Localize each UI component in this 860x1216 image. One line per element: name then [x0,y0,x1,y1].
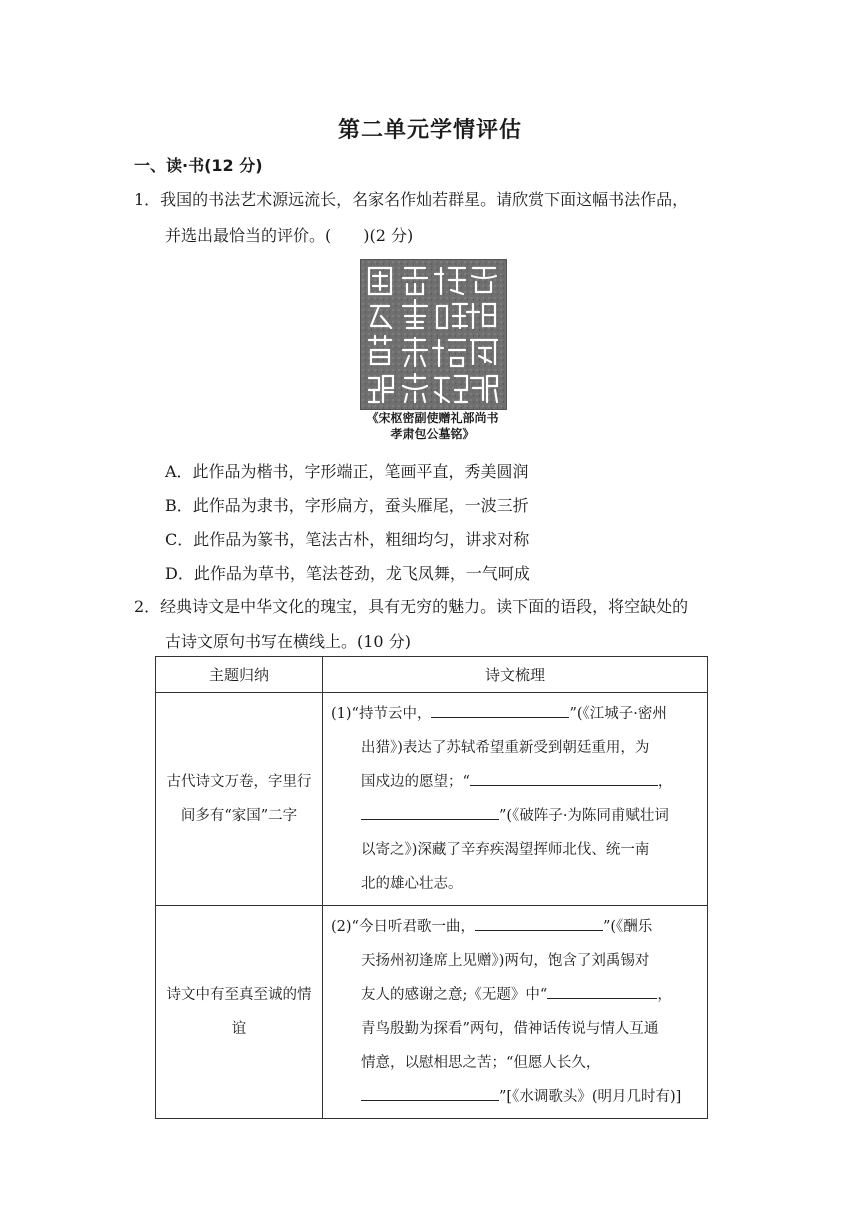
caption-line-2: 孝肃包公墓铭》 [390,427,475,441]
poem-2-line-5: 情意，以慰相思之苦；“但愿人长久， [361,1055,601,1071]
poem-2-line-2: 天扬州初逢席上见赠》)两句，饱含了刘禹锡对 [361,953,650,969]
option-b: B．此作品为隶书，字形扁方，蚕头雁尾，一波三折 [165,496,529,515]
question-2-line-2: 古诗文原句书写在横线上。(10 分) [165,632,411,651]
answer-blank[interactable] [361,1084,499,1101]
answer-blank[interactable] [470,769,658,786]
poem-1-line-5: 以寄之》)深藏了辛弃疾渴望挥师北伐、统一南 [361,842,650,858]
poem-1-line-1: (1)“持节云中， ”(《江城子·密州 [331,697,699,731]
answer-blank[interactable] [431,701,569,718]
poem-cell-2 [323,906,708,1119]
calligraphy-caption [340,410,525,442]
question-1-line-1: 1．我国的书法艺术源远流长，名家名作灿若群星。请欣赏下面这幅书法作品， [134,190,689,209]
option-a: A．此作品为楷书，字形端正，笔画平直，秀美圆润 [165,462,529,481]
answer-blank[interactable] [361,803,499,820]
answer-blank[interactable] [547,982,657,999]
poem-cell-1 [323,693,708,906]
theme-cell-patriotism: 古代诗文万卷，字里行间多有“家国”二字 [156,693,323,906]
table-row [156,906,708,1119]
poem-1-line-6: 北的雄心壮志。 [361,876,463,892]
seal-script-artwork [361,260,506,409]
question-2-line-1: 2．经典诗文是中华文化的瑰宝，具有无穷的魅力。读下面的语段，将空缺处的 [134,597,689,616]
poem-2-line-6: ”[《水调歌头》(明月几时有)] [331,1080,699,1114]
poem-1-line-4: ”(《破阵子·为陈同甫赋壮词 [331,799,699,833]
poem-2-line-3: 友人的感谢之意;《无题》中“ ， [331,978,699,1012]
answer-blank[interactable] [475,914,603,931]
option-d: D．此作品为草书，笔法苍劲，龙飞凤舞，一气呵成 [165,564,530,583]
caption-line-1: 《宋枢密副使赠礼部尚书 [366,411,499,425]
table-row [156,693,708,906]
section-heading-reading: 一、读·书(12 分) [134,156,263,175]
poem-1-line-3: 国戍边的愿望；“ ， [331,765,699,799]
header-theme: 主题归纳 [156,657,323,693]
option-c: C．此作品为篆书，笔法古朴，粗细均匀，讲求对称 [165,530,530,549]
table-header-row [156,657,708,693]
poem-1-line-2: 出猎》)表达了苏轼希望重新受到朝廷重用，为 [361,740,650,756]
header-poems: 诗文梳理 [323,657,708,693]
question-1-line-2: 并选出最恰当的评价。( )(2 分) [165,226,414,245]
calligraphy-image [360,259,507,410]
poem-table [155,656,708,1119]
poem-2-line-4: 青鸟殷勤为探看”两句，借神话传说与情人互通 [361,1021,659,1037]
poem-2-line-1: (2)“今日听君歌一曲， ”(《酬乐 [331,910,699,944]
page-title: 第二单元学情评估 [337,118,522,143]
theme-cell-friendship: 诗文中有至真至诚的情谊 [156,906,323,1119]
